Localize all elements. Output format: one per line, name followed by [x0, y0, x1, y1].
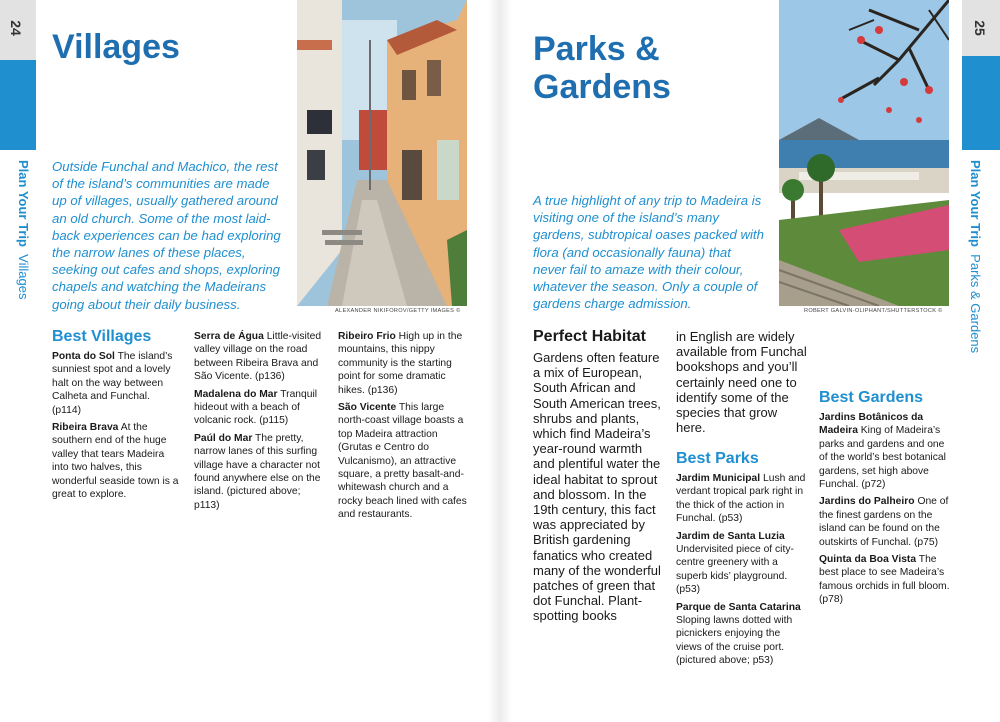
intro-right: A true highlight of any trip to Madeira is visiting one of the island’s many gardens, subtropical oases packed with flora (and occasionally fauna) that never fail to amaze with their colour, whatever the season. Only a couple of gardens charge admission.: [533, 193, 764, 312]
best-villages-heading: Best Villages: [52, 328, 152, 345]
page-number-left: 24: [7, 20, 24, 36]
list-item: Jardins do Palheiro One of the finest gardens on the island can be found on the outskirts of Funchal. (p75): [819, 496, 949, 548]
list-item: Jardim de Santa Luzia Undervisited piece of city-centre greenery with a superb kids’ playground. (p53): [676, 530, 794, 596]
photo-credit-left: ALEXANDER NIKIFOROV/GETTY IMAGES ©: [335, 308, 461, 314]
gardens-column: [819, 411, 951, 611]
list-item: Parque de Santa Catarina Sloping lawns dotted with picnickers enjoying the views of the cruise port. (pictured above; p53): [676, 601, 801, 667]
side-label-right: Plan Your Trip Parks & Gardens: [968, 160, 983, 354]
page-tab-left-accent: [0, 60, 36, 150]
list-item: Jardim Municipal Lush and verdant tropical park right in the thick of the action in Funchal. (p53): [676, 473, 806, 525]
habitat-text-col1: Gardens often feature a mix of European, South African and South American trees, shrubs and plants, which find Madeira’s year-round warmth and plentiful water the ideal habitat to sprout and blossom. In the 19th century, this fact was appreciated by British gardening fanatics who created many of the wonderful patches of green that dot Funchal. Plant-spotting books: [533, 350, 661, 624]
best-parks-heading: Best Parks: [676, 450, 759, 467]
best-gardens-heading: Best Gardens: [819, 389, 924, 406]
village-street-photo: [297, 0, 467, 306]
list-item: Jardins Botânicos da Madeira King of Madeira’s parks and gardens and one of the world’s best botanical gardens, set high above Funchal. (p72): [819, 412, 946, 491]
list-item: Quinta da Boa Vista The best place to see Madeira’s famous orchids in full bloom. (p78): [819, 554, 950, 606]
habitat-text-col2: in English are widely available from Funchal bookshops and you’ll certainly need one to identify some of the species that grow here.: [676, 329, 807, 436]
side-label-left: Plan Your Trip Villages: [16, 160, 31, 300]
perfect-habitat-heading: Perfect Habitat: [533, 328, 646, 345]
gardens-photo: [779, 0, 949, 306]
list-item: Ribeiro Frio High up in the mountains, this nippy community is the starting point for some dramatic hikes. (p136): [338, 331, 463, 396]
intro-left: Outside Funchal and Machico, the rest of the island’s communities are made up of villages, usually gathered around an old church. Some of the most laid-back experiences can be had exploring the narrow lanes of these places, seeking out cafes and shops, exploring chapels and watching the Madeirans going about their daily business.: [52, 159, 281, 312]
page-tab-right-accent: [962, 56, 1000, 150]
photo-credit-right: ROBERT GALVIN-OLIPHANT/SHUTTERSTOCK ©: [804, 308, 943, 314]
page-title-right: Parks & Gardens: [533, 30, 671, 106]
list-item: Paúl do Mar The pretty, narrow lanes of this surfing village have a character not found anywhere else on the island. (pictured above; p113): [194, 432, 321, 511]
villages-column-1: [52, 350, 180, 505]
book-gutter: [488, 0, 512, 722]
list-item: São Vicente This large north-coast village boasts a top Madeira attraction (Grutas e Centro do Vulcanismo), an attractive square, a pretty basalt-and-whitewash church and a rocky beach lined with cafes and restaurants.: [338, 402, 467, 521]
page-title-left: Villages: [52, 28, 180, 66]
village-street-illustration: [297, 0, 467, 306]
villages-column-3: [338, 330, 470, 526]
list-item: Ribeira Brava At the southern end of the huge valley that tears Madeira into two halves, this wonderful seaside town is a great to explore.: [52, 422, 179, 501]
list-item: Madalena do Mar Tranquil hideout with a beach of volcanic rock. (p115): [194, 388, 318, 427]
parks-column: [676, 472, 806, 668]
page-number-right: 25: [971, 20, 988, 36]
list-item: Serra de Água Little-visited valley village on the road between Ribeira Brava and São Vicente. (p136): [194, 331, 322, 383]
villages-column-2: [194, 330, 324, 516]
list-item: Ponta do Sol The island’s sunniest spot and a lovely halt on the way between Calheta and Funchal. (p114): [52, 351, 173, 416]
gardens-illustration: [779, 0, 949, 306]
